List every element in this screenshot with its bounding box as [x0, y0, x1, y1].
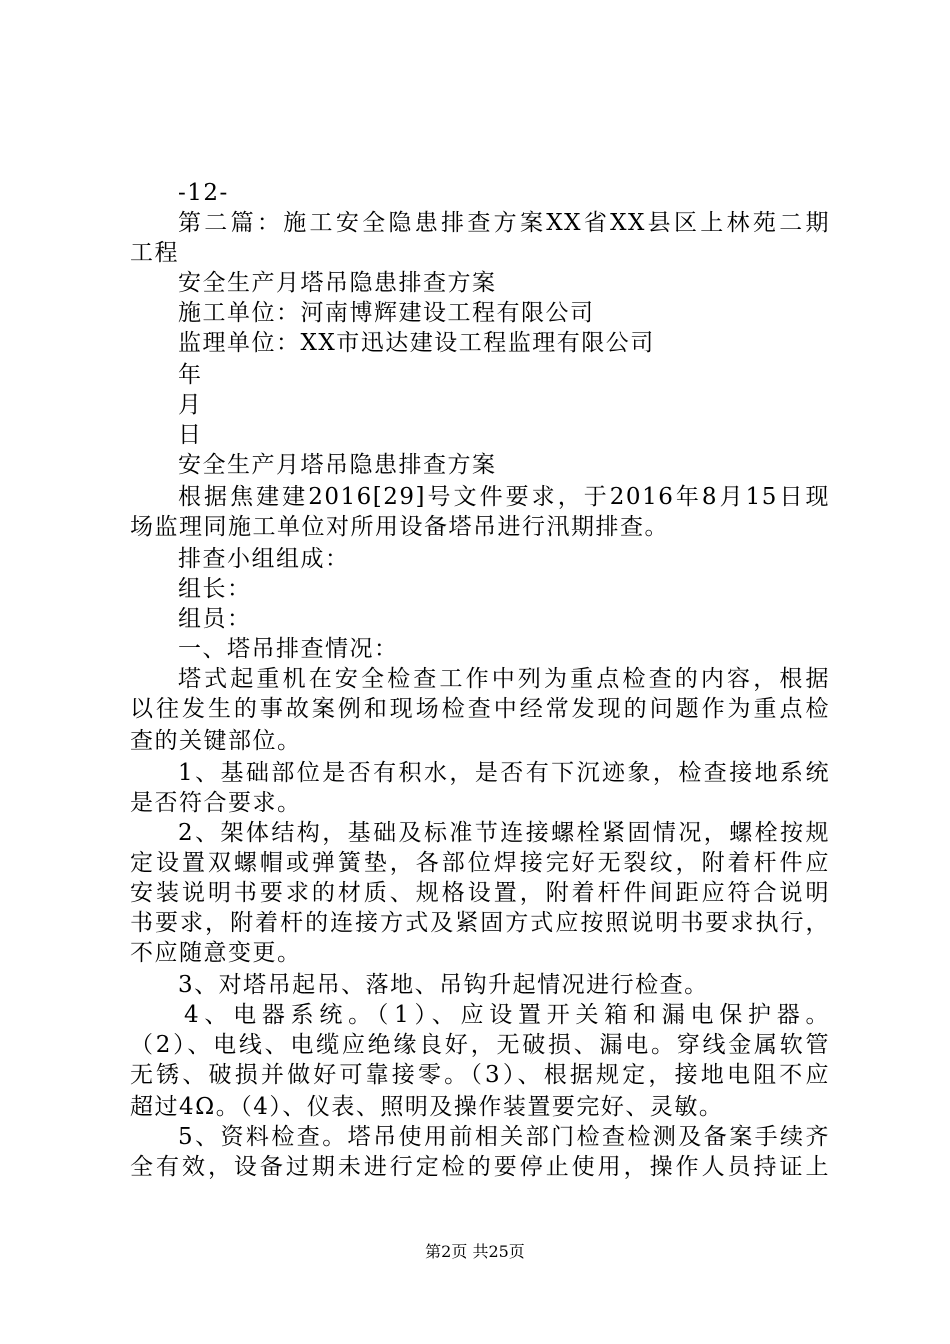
section-heading: 一、塔吊排查情况：	[178, 636, 399, 662]
paragraph-line: （2）、电线、电缆应绝缘良好，无破损、漏电。穿线金属软管	[130, 1032, 830, 1058]
paragraph-line: 4、电器系统。（1）、应设置开关箱和漏电保护器。	[184, 1002, 830, 1028]
paragraph-line: 是否符合要求。	[130, 790, 302, 816]
paragraph-line: 1、基础部位是否有积水，是否有下沉迹象，检查接地系统	[178, 760, 830, 786]
paragraph-line: 排查小组组成：	[178, 546, 350, 572]
date-year: 年	[178, 362, 203, 388]
paragraph-line: 以往发生的事故案例和现场检查中经常发现的问题作为重点检	[130, 696, 830, 722]
paragraph-line: 超过4Ω。（4）、仪表、照明及操作装置要完好、灵敏。	[130, 1094, 724, 1120]
page-footer: 第2页 共25页	[425, 1242, 525, 1261]
paragraph-line: 3、对塔吊起吊、落地、吊钩升起情况进行检查。	[178, 972, 709, 998]
paragraph-line: 不应随意变更。	[130, 940, 302, 966]
plan-title-repeat: 安全生产月塔吊隐患排查方案	[178, 452, 497, 478]
paragraph-line: 查的关键部位。	[130, 728, 302, 754]
paragraph-line: 塔式起重机在安全检查工作中列为重点检查的内容，根据	[178, 666, 830, 692]
paragraph-line: 根据焦建建2016[29]号文件要求，于2016年8月15日现	[178, 484, 830, 510]
paragraph-line: 定设置双螺帽或弹簧垫，各部位焊接完好无裂纹，附着杆件应	[130, 850, 830, 876]
date-month: 月	[178, 392, 203, 418]
construction-unit: 施工单位：河南博辉建设工程有限公司	[178, 300, 595, 326]
chapter-heading-line-2: 工程	[130, 240, 179, 266]
paragraph-line: 安装说明书要求的材质、规格设置，附着杆件间距应符合说明	[130, 880, 830, 906]
paragraph-line: 5、资料检查。塔吊使用前相关部门检查检测及备案手续齐	[178, 1124, 830, 1150]
plan-title: 安全生产月塔吊隐患排查方案	[178, 270, 497, 296]
paragraph-line: 组长：	[178, 576, 252, 602]
supervision-unit: 监理单位：XX市迅达建设工程监理有限公司	[178, 330, 655, 356]
date-day: 日	[178, 422, 203, 448]
paragraph-line: 组员：	[178, 606, 252, 632]
paragraph-line: 全有效，设备过期未进行定检的要停止使用，操作人员持证上	[130, 1154, 830, 1180]
page-number-marker: -12-	[178, 180, 229, 206]
chapter-heading-line-1: 第二篇：施工安全隐患排查方案XX省XX县区上林苑二期	[178, 210, 830, 236]
paragraph-line: 2、架体结构，基础及标准节连接螺栓紧固情况，螺栓按规	[178, 820, 830, 846]
paragraph-line: 无锈、破损并做好可靠接零。（3）、根据规定，接地电阻不应	[130, 1062, 830, 1088]
paragraph-line: 书要求，附着杆的连接方式及紧固方式应按照说明书要求执行，	[130, 910, 830, 936]
paragraph-line: 场监理同施工单位对所用设备塔吊进行汛期排查。	[130, 514, 669, 540]
